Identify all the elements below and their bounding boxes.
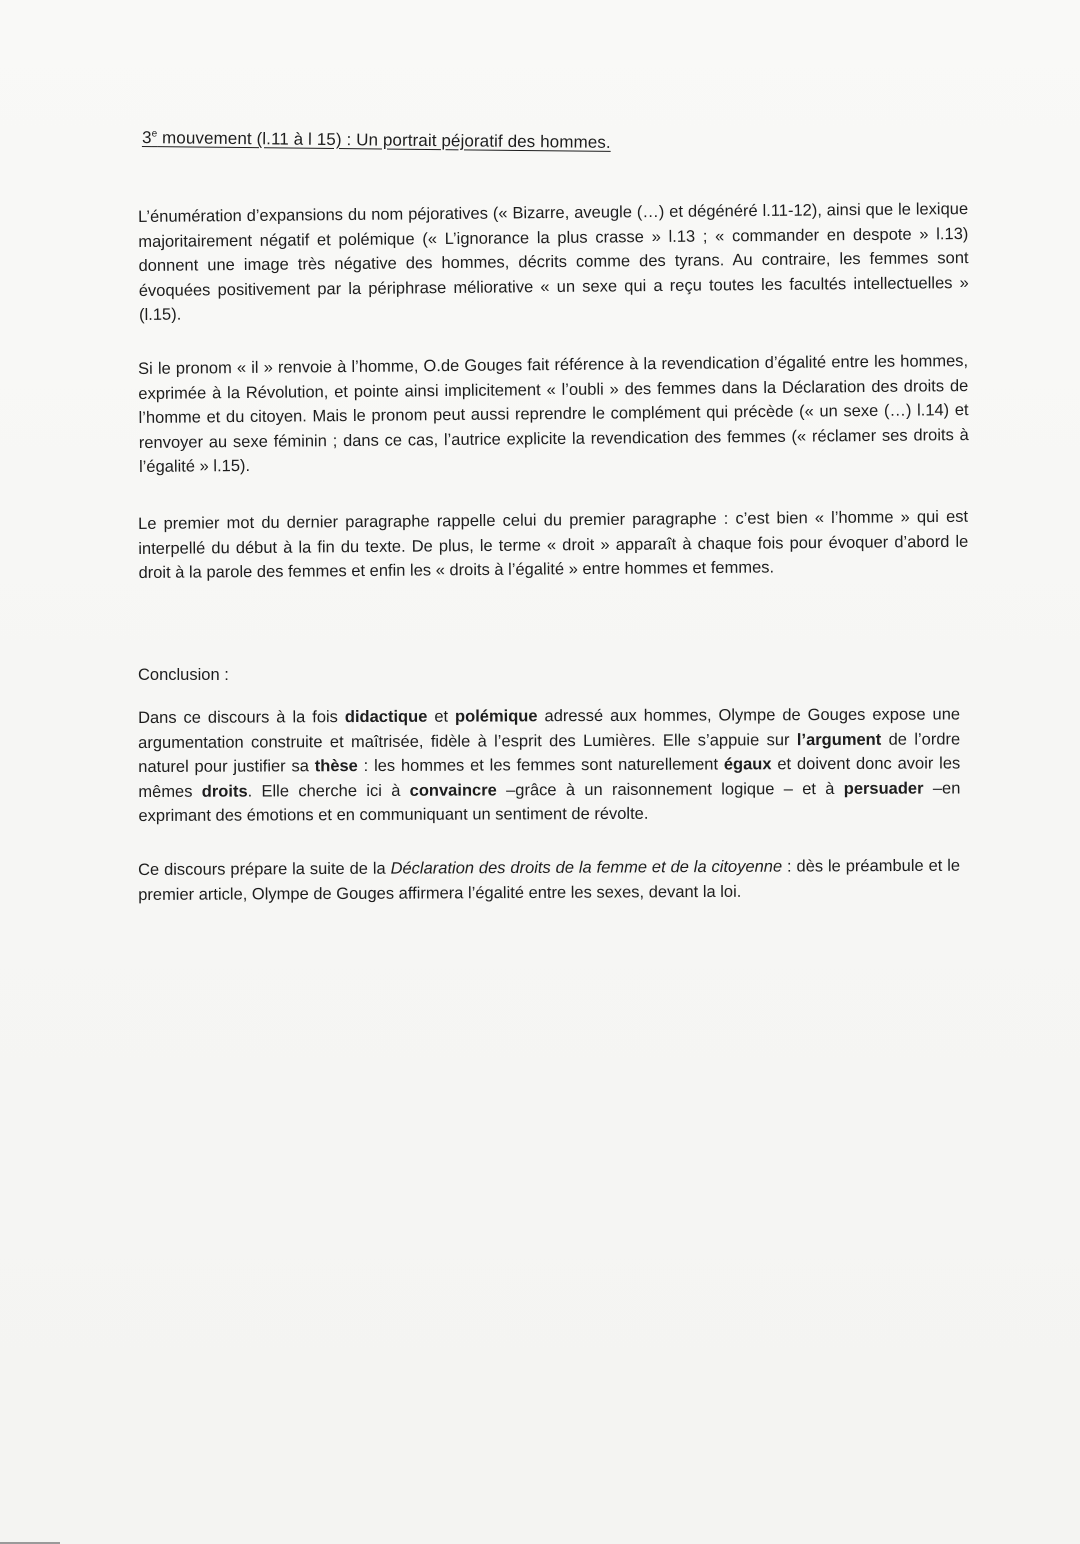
text-run: –grâce à un raisonnement logique – et à <box>496 779 844 799</box>
bold-term-droits: droits <box>201 782 248 801</box>
text-run: –en exprimant des émotions et en communiquant un sentiment de révolte. <box>138 778 961 825</box>
text-run: et doivent donc avoir les mêmes <box>138 754 961 801</box>
text-run: Dans ce discours à la fois <box>138 708 345 727</box>
text-run: adressé aux hommes, Olympe de Gouges expose une argumentation construite et maîtrisée, fidèle à l’esprit des Lumières. Elle s’appuie sur <box>138 705 961 752</box>
text-run: : les hommes et les femmes sont naturellement <box>357 755 724 776</box>
bold-term-argument: l’argument <box>796 730 882 749</box>
paragraph-first-word: Le premier mot du dernier paragraphe rappelle celui du premier paragraphe : c’est bien « l’homme » qui est interpellé du début à la fin du texte. De plus, le terme « droit » apparaît à chaque fois pour évoquer d’abord le droit à la parole des femmes et enfin les « droits à l’égalité » entre hommes et femmes. <box>138 507 969 582</box>
conclusion-label: Conclusion : <box>138 666 229 684</box>
heading-ordinal-suffix: e <box>151 128 158 140</box>
paragraph-suite <box>138 854 960 907</box>
italic-title-declaration: Déclaration des droits de la femme et de la citoyenne <box>390 857 783 878</box>
bold-term-egaux: égaux <box>723 755 772 774</box>
bold-term-these: thèse <box>314 757 358 776</box>
text-run: Ce discours prépare la suite de la <box>138 859 391 879</box>
paragraph-enumeration: L’énumération d’expansions du nom péjoratives (« Bizarre, aveugle (…) et dégénéré l.11-12), ainsi que le lexique majoritairement négatif et polémique (« L’ignorance la plus crasse » l.13 ; « commander en despote » l.13) donnent une image très négative des hommes, décrits comme des tyrans. Au contraire, les femmes sont évoquées positivement par la périphrase méliorative « un sexe qui a reçu toutes les facultés intellectuelles » (l.15). <box>138 200 969 324</box>
bold-term-persuader: persuader <box>843 779 924 798</box>
text-run: : dès le préambule et le premier article, Olympe de Gouges affirmera l’égalité entre les sexes, devant la loi. <box>138 856 961 904</box>
section-heading <box>142 128 611 153</box>
paragraph-conclusion <box>138 702 961 828</box>
text-run: et <box>427 707 456 726</box>
bold-term-didactique: didactique <box>344 707 428 727</box>
bold-term-convaincre: convaincre <box>409 780 497 800</box>
text-run: de l’ordre naturel pour justifier sa <box>138 729 961 776</box>
heading-text: mouvement (l.11 à l 15) : Un portrait péjoratif des hommes. <box>157 128 611 152</box>
bold-term-polemique: polémique <box>454 707 538 726</box>
heading-ordinal: 3 <box>141 128 152 148</box>
text-run: . Elle cherche ici à <box>247 781 410 801</box>
paragraph-pronoun: Si le pronom « il » renvoie à l’homme, O.de Gouges fait référence à la revendication d’égalité entre les hommes, exprimée à la Révolution, et pointe ainsi implicitement « l’oubli » des femmes dans la Déclaration des droits de l’homme et du citoyen. Mais le pronom peut aussi reprendre le complément qui précède (« un sexe (…) l.14) et renvoyer au sexe féminin ; dans ce cas, l’autrice explicite la revendication des femmes (« réclamer ses droits à l’égalité » l.15). <box>138 352 969 476</box>
